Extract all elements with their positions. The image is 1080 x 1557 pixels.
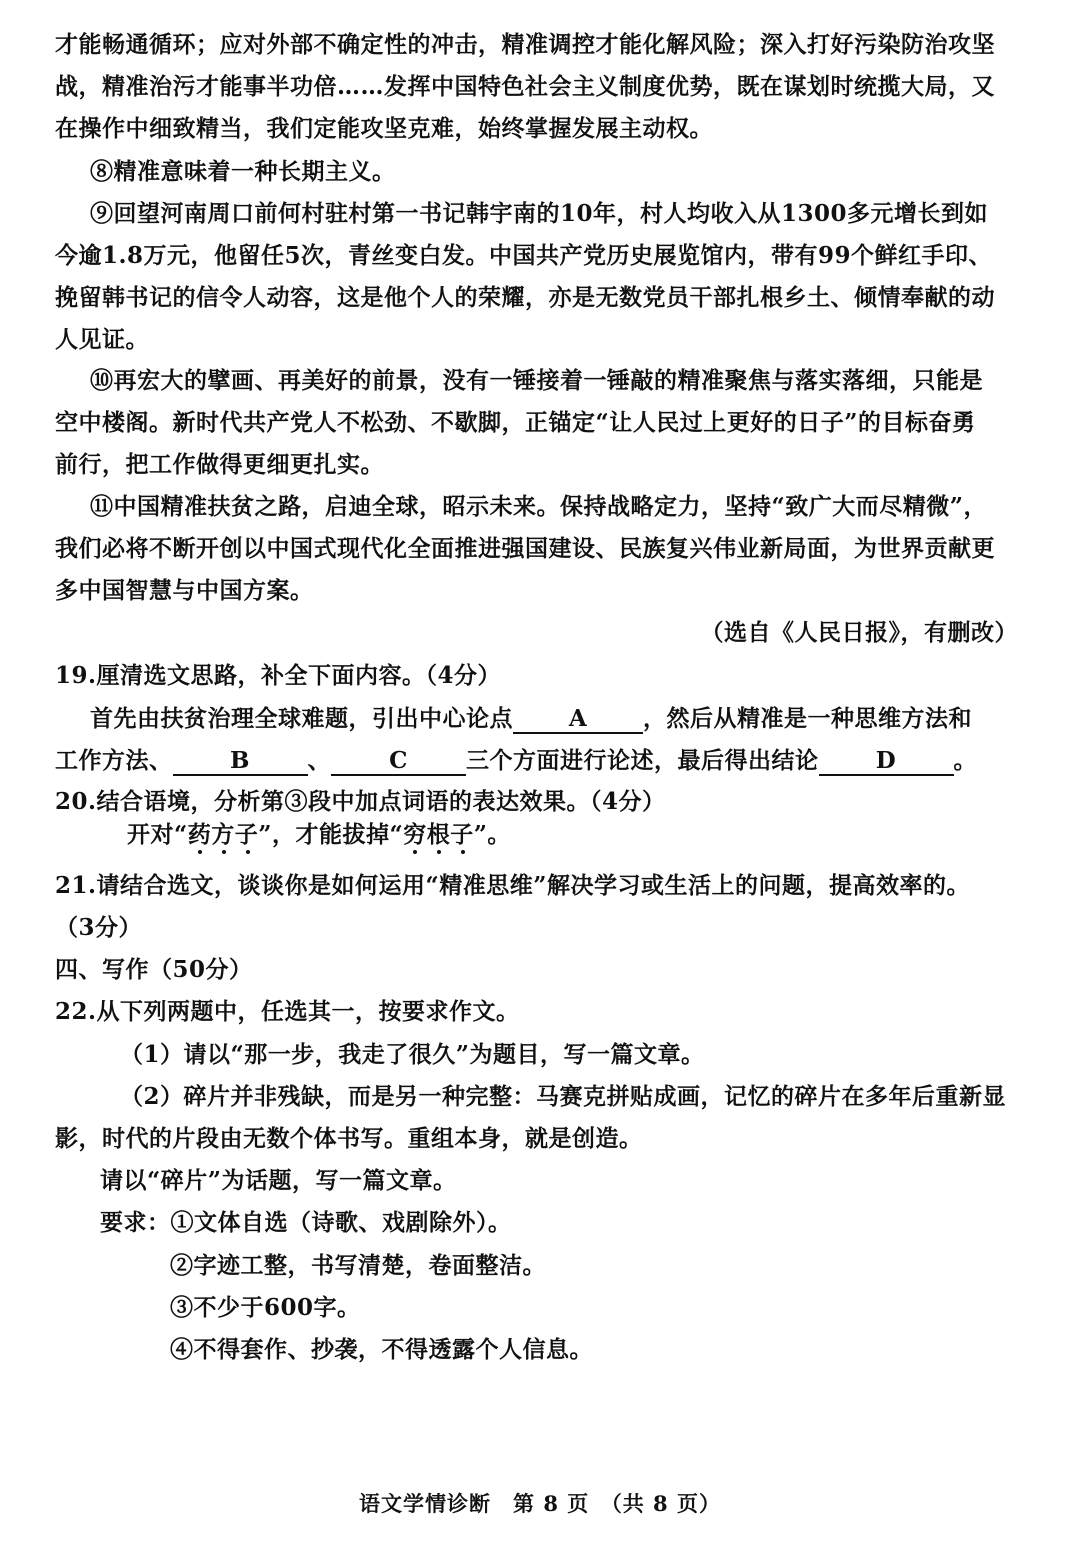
question-20-quote [127, 820, 1080, 850]
q19-text: 三个方面进行论述，最后得出结论 [466, 747, 819, 774]
q19-text: ，然后从精准是一种思维方法和 [643, 705, 972, 732]
requirements [100, 1208, 1075, 1238]
question-19-line [90, 704, 1065, 734]
paragraph-10: ⑩再宏大的擘画、再美好的前景，没有一锤接着一锤敲的精准聚焦与落实落细，只能是 [90, 367, 983, 394]
emphasis-dot [437, 850, 441, 854]
q20-text: ”，才能拔掉“ [258, 821, 404, 848]
passage-line: 我们必将不断开创以中国式现代化全面推进强国建设、民族复兴伟业新局面，为世界贡献更 [55, 535, 995, 562]
requirement-item: ③不少于600字。 [170, 1294, 361, 1321]
question-20-title: 20.结合语境，分析第③段中加点词语的表达效果。（4分） [55, 788, 666, 815]
emphasis-dot [461, 850, 465, 854]
q20-text: 开对“ [127, 821, 188, 848]
paragraph-8: ⑧精准意味着一种长期主义。 [90, 158, 396, 185]
source-note: （选自《人民日报》，有删改） [700, 619, 1018, 646]
emphasis-dot [222, 850, 226, 854]
passage-line: 在操作中细致精当，我们定能攻坚克难，始终掌握发展主动权。 [55, 115, 713, 142]
passage-line: 空中楼阁。新时代共产党人不松劲、不歇脚，正锚定“让人民过上更好的日子”的目标奋勇 [55, 409, 976, 436]
blank-d[interactable]: D [819, 748, 954, 776]
passage-line: 多中国智慧与中国方案。 [55, 577, 314, 604]
blank-b[interactable]: B [173, 748, 308, 776]
page-footer: 语文学情诊断 第 8 页 （共 8 页） [359, 1491, 721, 1516]
question-19-line [55, 746, 1030, 776]
dotted-word-2: 穷根子 [403, 821, 474, 848]
q20-text: ”。 [473, 821, 511, 848]
requirement-item: ④不得套作、抄袭，不得透露个人信息。 [170, 1336, 593, 1363]
q19-text: 工作方法、 [55, 747, 173, 774]
passage-line: 才能畅通循环；应对外部不确定性的冲击，精准调控才能化解风险；深入打好污染防治攻坚 [55, 31, 995, 58]
paragraph-9: ⑨回望河南周口前何村驻村第一书记韩宇南的10年，村人均收入从1300多元增长到如 [90, 200, 989, 227]
emphasis-dot [413, 850, 417, 854]
requirement-item: ①文体自选（诗歌、戏剧除外）。 [170, 1209, 512, 1236]
option-2-prompt: 请以“碎片”为话题，写一篇文章。 [100, 1167, 457, 1194]
passage-line: 挽留韩书记的信令人动容，这是他个人的荣耀，亦是无数党员干部扎根乡土、倾情奉献的动 [55, 284, 995, 311]
emphasis-dot [198, 850, 202, 854]
passage-line: 今逾1.8万元，他留任5次，青丝变白发。中国共产党历史展览馆内，带有99个鲜红手印、 [55, 242, 993, 269]
q19-text: 。 [953, 747, 977, 774]
question-21: 21.请结合选文，谈谈你是如何运用“精准思维”解决学习或生活上的问题，提高效率的。 [55, 872, 970, 899]
passage-line: 人见证。 [55, 326, 149, 353]
blank-a[interactable]: A [513, 706, 643, 734]
option-2-line: 影，时代的片段由无数个体书写。重组本身，就是创造。 [55, 1125, 643, 1152]
dotted-word-1: 药方子 [188, 821, 259, 848]
question-21-score: （3分） [55, 914, 143, 941]
blank-c[interactable]: C [331, 748, 466, 776]
question-22-title: 22.从下列两题中，任选其一，按要求作文。 [55, 998, 520, 1025]
requirements-label: 要求： [100, 1209, 171, 1236]
option-1: （1）请以“那一步，我走了很久”为题目，写一篇文章。 [120, 1041, 705, 1068]
section-heading: 四、写作（50分） [55, 956, 253, 983]
passage-line: 战，精准治污才能事半功倍……发挥中国特色社会主义制度优势，既在谋划时统揽大局，又 [55, 73, 995, 100]
paragraph-11: ⑪中国精准扶贫之路，启迪全球，昭示未来。保持战略定力，坚持“致广大而尽精微”， [90, 493, 987, 520]
emphasis-dot [246, 850, 250, 854]
requirement-item: ②字迹工整，书写清楚，卷面整洁。 [170, 1252, 546, 1279]
passage-line: 前行，把工作做得更细更扎实。 [55, 451, 384, 478]
q19-text: 首先由扶贫治理全球难题，引出中心论点 [90, 705, 513, 732]
question-19-title: 19.厘清选文思路，补全下面内容。（4分） [55, 662, 502, 689]
q19-text: 、 [307, 747, 331, 774]
option-2: （2）碎片并非残缺，而是另一种完整：马赛克拼贴成画，记忆的碎片在多年后重新显 [120, 1083, 1007, 1110]
